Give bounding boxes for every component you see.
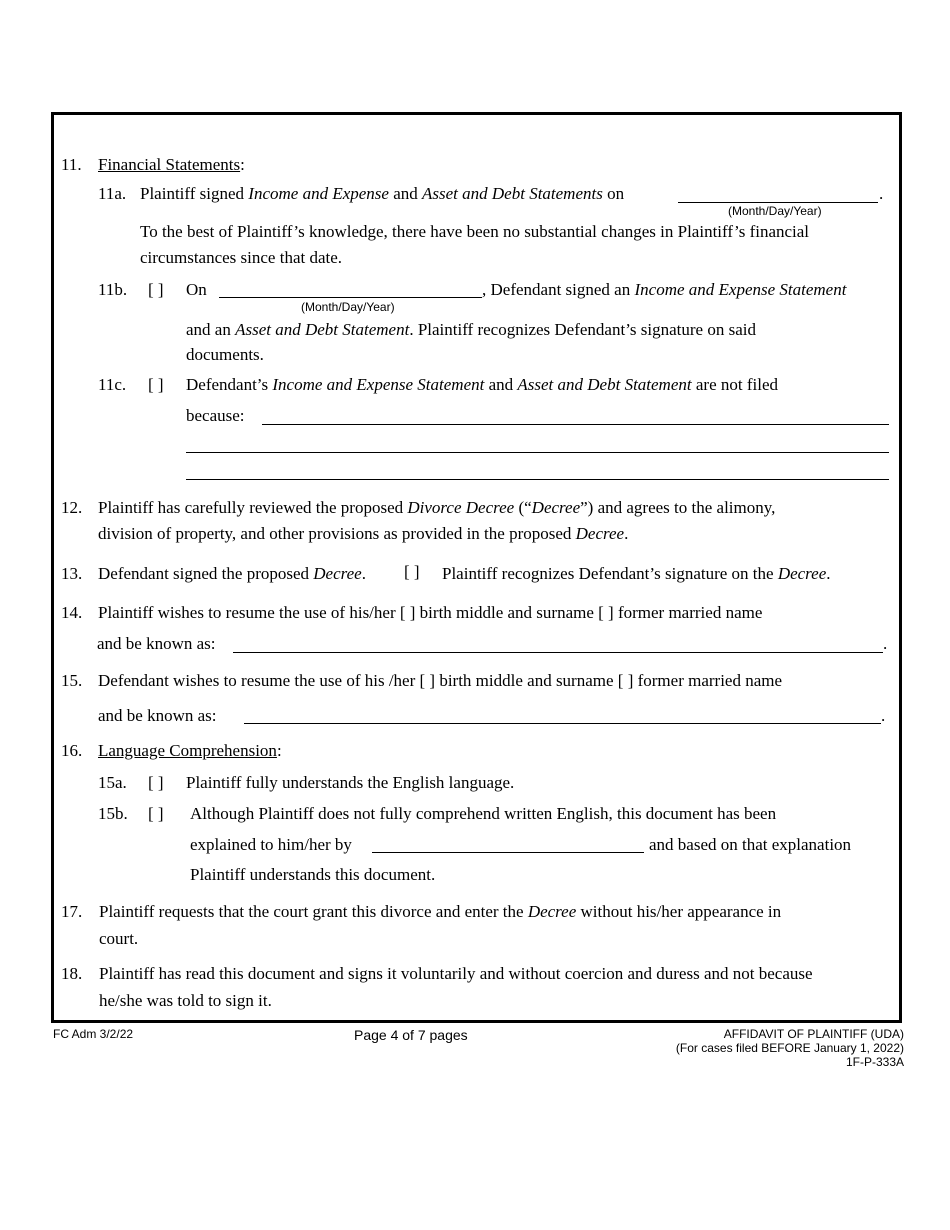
item-11c-text: Defendant’s Income and Expense Statement and Asset and Debt Statement are not filed [186, 375, 778, 394]
item-16-heading: Language Comprehension: [98, 741, 282, 760]
footer-subtitle: (For cases filed BEFORE January 1, 2022) [675, 1041, 904, 1055]
footer-page-number: Page 4 of 7 pages [354, 1027, 468, 1043]
item-15a-text: Plaintiff fully understands the English language. [186, 773, 515, 792]
item-16-number: 16. [61, 741, 83, 760]
item-11a-text: Plaintiff signed Income and Expense and Asset and Debt Statements on [140, 184, 625, 203]
item-17-line1: Plaintiff requests that the court grant this divorce and enter the Decree without his/her appearance in [99, 902, 782, 921]
item-14-number: 14. [61, 603, 83, 622]
item-12-line1: Plaintiff has carefully reviewed the proposed Divorce Decree (“Decree”) and agrees to the alimony, [98, 498, 776, 517]
item-11b-line2: and an Asset and Debt Statement. Plaintiff recognizes Defendant’s signature on said [186, 320, 756, 339]
item-15b-line1: Although Plaintiff does not fully comprehend written English, this document has been [190, 804, 777, 823]
item-15-line2: and be known as: [98, 706, 217, 725]
item-11b-text: , Defendant signed an Income and Expense Statement [482, 280, 847, 299]
item-11c-checkbox[interactable]: [ ] [148, 375, 164, 394]
item-11c-reason-line-1[interactable] [262, 424, 889, 425]
item-11b-date-field[interactable] [219, 297, 482, 298]
footer-title: AFFIDAVIT OF PLAINTIFF (UDA) [723, 1027, 904, 1041]
item-11b-label: 11b. [98, 280, 128, 299]
item-11a-line2: To the best of Plaintiff’s knowledge, there have been no substantial changes in Plaintiff’s financial [140, 222, 810, 241]
item-11-heading: Financial Statements: [98, 155, 245, 174]
item-11c-reason-line-3[interactable] [186, 479, 889, 480]
item-15a-checkbox[interactable]: [ ] [148, 773, 164, 792]
item-14-period: . [883, 634, 888, 653]
item-12-line2: division of property, and other provisions as provided in the proposed Decree. [98, 524, 629, 543]
item-15a-label: 15a. [98, 773, 127, 792]
item-17-number: 17. [61, 902, 83, 921]
item-15-number: 15. [61, 671, 83, 690]
item-11b-on: On [186, 280, 207, 299]
item-11a-date-hint: (Month/Day/Year) [728, 204, 822, 218]
item-13-text: Defendant signed the proposed Decree. [98, 564, 366, 583]
item-11a-date-field[interactable] [678, 202, 878, 203]
item-11b-date-hint: (Month/Day/Year) [301, 300, 395, 314]
item-15-name-field[interactable] [244, 723, 881, 724]
item-11b-checkbox[interactable]: [ ] [148, 280, 164, 299]
item-18-line1: Plaintiff has read this document and signs it voluntarily and without coercion and duress and not because [99, 964, 813, 983]
footer-form-number: 1F-P-333A [845, 1055, 904, 1069]
item-14-name-field[interactable] [233, 652, 883, 653]
item-11a-label: 11a. [98, 184, 127, 203]
item-13-checkbox[interactable]: [ ] [404, 562, 420, 581]
item-12-number: 12. [61, 498, 83, 517]
item-15b-explainer-field[interactable] [372, 852, 644, 853]
item-17-line2: court. [99, 929, 139, 948]
item-15b-label: 15b. [98, 804, 128, 823]
item-18-number: 18. [61, 964, 83, 983]
item-15-period: . [881, 706, 886, 725]
item-15-line1: Defendant wishes to resume the use of his /her [ ] birth middle and surname [ ] former married name [98, 671, 783, 690]
footer-form-date: FC Adm 3/2/22 [53, 1027, 134, 1041]
item-15b-line2a: explained to him/her by [190, 835, 352, 854]
item-11c-label: 11c. [98, 375, 127, 394]
item-14-line2: and be known as: [97, 634, 216, 653]
item-13-number: 13. [61, 564, 83, 583]
item-14-line1: Plaintiff wishes to resume the use of his/her [ ] birth middle and surname [ ] former married name [98, 603, 763, 622]
item-11a-line3: circumstances since that date. [140, 248, 343, 267]
item-15b-line3: Plaintiff understands this document. [190, 865, 436, 884]
item-18-line2: he/she was told to sign it. [99, 991, 272, 1010]
item-11b-line3: documents. [186, 345, 264, 364]
item-11a-period: . [879, 184, 884, 203]
item-15b-line2b: and based on that explanation [649, 835, 852, 854]
item-11-number: 11. [61, 155, 82, 174]
item-13-text2: Plaintiff recognizes Defendant’s signature on the Decree. [442, 564, 831, 583]
item-15b-checkbox[interactable]: [ ] [148, 804, 164, 823]
item-11c-reason-line-2[interactable] [186, 452, 889, 453]
item-11c-because: because: [186, 406, 245, 425]
